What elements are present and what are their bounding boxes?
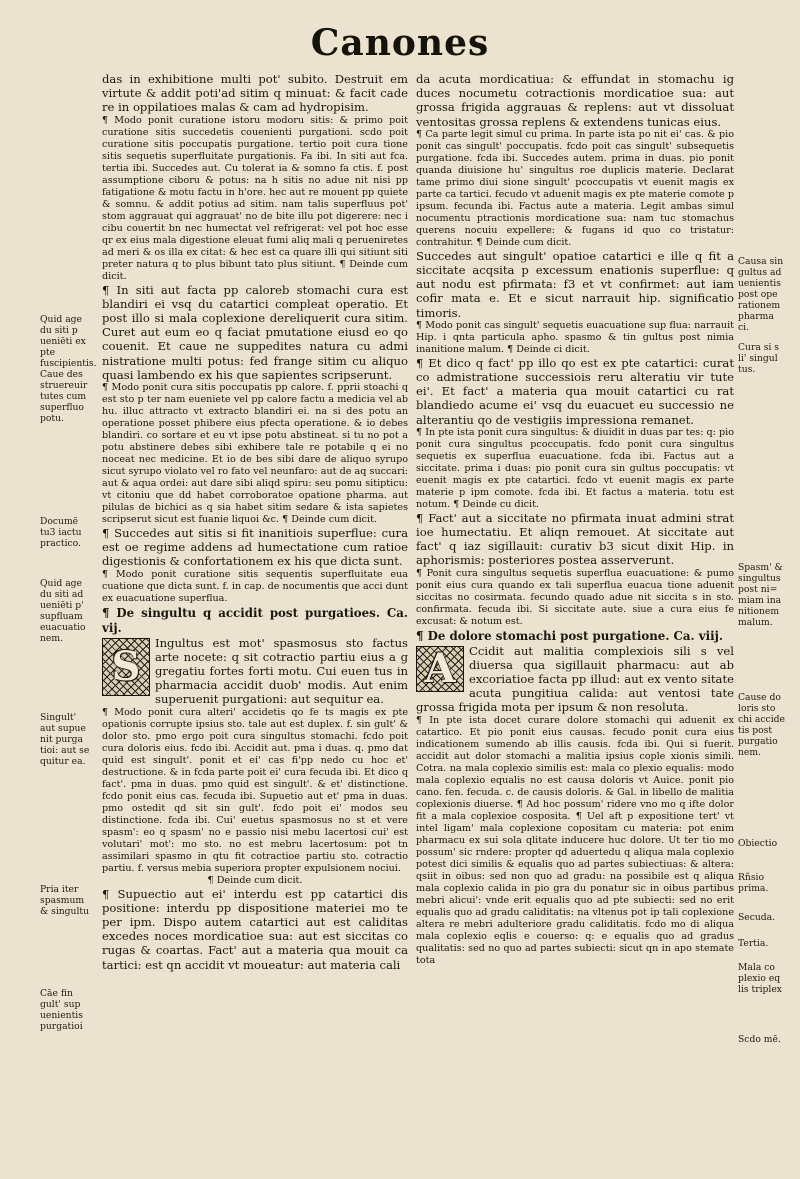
paragraph: ¶ Ponit cura singultus sequetis superflua euacuatione: & pumo ponit eius cura quando ex tali superflua euacua tione aduenit siccitas no cosirmata. fecundo quado adue nit siccita s in sto. confirmata. fecuda ibi. Si siccitate aute. siue a cura eius fe excusat: & notum est.: [416, 567, 734, 627]
paragraph: ¶ Fact' aut a siccitate no pfirmata inuat admini strat ioe humectatiu. Et aliqn remouet. At siccitate aut fact' q iaz sigillauit: curativ b3 sicut dixit Hip. in aphorismis: posteriores postea asserverunt.: [416, 510, 734, 568]
margin-note: Scdo mē.: [738, 1034, 781, 1045]
paragraph: ¶ In pte ista ponit cura singultus: & diuidit in duas par tes: q: pio ponit cura singultus pcoccupatis. fcdo ponit cura singultus sequetis ex superflua euacuatione. fcda ibi. Factus aut a siccitate. prima i duas: pio ponit cura sin gultus poccupatis: vt euenit magis ex pte catartici. fcdo vt euenit magis ex parte materie p ipm comote. fcda ibi. Et factus a materia. totu est notum. ¶ Deinde cu dicit.: [416, 426, 734, 510]
margin-note: Tertia.: [738, 938, 769, 949]
margin-note: Secuda.: [738, 912, 776, 923]
margin-note: Quid age du siti p ueniēti ex pte fuscipientis. Caue des struereuir tutes cum superfluo potu.: [40, 314, 97, 424]
right-column: [416, 72, 734, 1162]
margin-note: Mala co plexio eq lis triplex: [738, 962, 782, 995]
paragraph: ¶ Modo ponit cas singult' sequetis euacuatione sup flua: narrauit Hip. i qnta particula apho. spasmo & tin gultus post nimia inanitione malum. ¶ Deinde ci dicit.: [416, 319, 734, 355]
paragraph: ¶ In pte ista docet curare dolore stomachi qui aduenit ex catartico. Et pio ponit eius causas. fecudo ponit cura eius indicationem sumendo ab illis causis. fcda ibi. Qui si fuerit. accidit aut dolor stomachi a malitia ipsius cople xionis simili. Cotra. na mala coplexio similis est: mala co plexio equalis: modo mala coplexio equalis no est causa doloris vt Auice. ponit pio cano. fen. fecuda. c. de causis doloris. & Gal. in libello de malitia coplexionis diuerse. ¶ Ad hoc possum' ridere vno mo q ifte dolor fit a mala coplexioe cosposita. ¶ Uel aft p expositione tert' vt intel ligam' mala coplexione copositam cu materia: pot enim pharmacu ex sui sola qlitate inducere huc dolore. Ut ter tio mo possum' sic rndere: propter qd aduertedu q aliqua mala coplexio potest dici similis & equalis quo ad partes subiectiuas: & altera: qsiit in oibus: sed non quo ad gradu: na possibile est q aliqua mala coplexio calida in pio gra du ponatur sic in oibus partibus mebri alicui': vnde erit equalis quo ad pte subiecti: sed no erit equalis quo ad gradu caliditatis: na vltenus pot ip tali coplexione altera re mebri adulteriore gradu caliditatis. fcdo mo di aliqua mala coplexio eqlis e couerso: q: e equalis quo ad gradus qualitatis: sed no quo ad partes subiecti: sicut qn in apo stemate tota: [416, 714, 734, 966]
initial-letter: A: [424, 645, 456, 692]
deinde-line: ¶ Deinde cum dicit.: [207, 874, 303, 886]
margin-note: Causa sin gultus ad uenientis post ope rationem pharma ci.: [738, 256, 784, 333]
decorated-initial-s: [102, 638, 150, 696]
paragraph: ¶ In siti aut facta pp caloreb stomachi cura est blandiri ei vsq du catartici compleat operatio. Et post illo si mala coplexione dereliquerit cura sitim. Curet aut eum eo q faciat pmutatione eiusd eo qo couenit. Et caue ne suppedites natura cu admi nistratione multi potus: fed frange sitim cu aliquo quasi lambendo ex his que sapientes scripserunt.: [102, 282, 408, 382]
margin-note: Pria iter spasmum & singultu: [40, 884, 90, 917]
initial-letter: S: [111, 642, 141, 690]
decorated-initial-a: [416, 646, 464, 692]
margin-note: Cause do loris sto chi accide tis post purgatio nem.: [738, 692, 785, 758]
paragraph: Ccidit aut malitia complexiois sili s vel diuersa qua sigillauit pharmacu: aut ab excoriatioe facta pp illud: aut ex vento sitate acuta pungitiua calida: aut ventosi tate grossa frigida mota per ipsum & non resoluta.: [416, 643, 734, 715]
running-head: Canones: [310, 22, 490, 64]
paragraph: Ingultus est mot' spasmosus sto factus arte nocete: q sit cotractio partiu eius a g gregatiu fortes forti motu. Cui euen tus in pharmacia accidit duob' modis. Aut enim superuenit purgationi: aut sequitur ea.: [155, 635, 408, 707]
margin-note: Singult' aut supue nit purga tioi: aut se quitur ea.: [40, 712, 90, 767]
paragraph: Succedes aut singult' opatioe catartici e ille q fit a siccitate acqsita p excessum enationis superflue: q aut nodu est pfirmata: f3 et vt confirmet: aut iam cofir mata e. Et e sicut narrauit hip. significatio timoris.: [416, 248, 734, 320]
margin-note: Cura si s li' singul tus.: [738, 342, 780, 375]
margin-note: Cāe fin gult' sup uenientis purgatioi: [40, 988, 83, 1032]
margin-note: Quid age du siti ad ueniēti p' supfluam euacuatio nem.: [40, 578, 86, 644]
paragraph: ¶ Modo ponit cura sitis poccupatis pp calore. f. pprii stoachi q est sto p ter nam eueniete vel pp calore factu a medicia vel ab hu. illuc attracto vt extracto blandiri ei. na si des potu an operatione posset phibere eius pfecta operatione. & io debes blandiri. co sortare et eu vt ipse potu abstineat. si tu no pot a potu abstinere debes sibi exhibere tale re potabile q ei no noceat nec medicine. Et io de bes sibi dare de aliquo syrupo sicut syrupo violato vel ro fato vel neunfaro: aut de aq succari: aut & aqua ordei: aut dare sibi aliqd spiru: seu pomu sitipticu: vt citoniu que dd habet corroboratoe opatione pharma. aut pilulas de bichici as q sia habet sitim sedare & ista sapietes scripserut sicut est fuanie liquoi &c. ¶ Deinde cum dicit.: [102, 382, 408, 526]
chapter-heading: ¶ De singultu q accidit post purgatioes. Ca. vij.: [102, 605, 408, 635]
paragraph: ¶ Ca parte legit simul cu prima. In parte ista po nit ei' cas. & pio ponit cas singult' poccupatis. fcdo poit cas singult' subsequetis purgatione. fcda ibi. Succedes autem. prima in duas. pio ponit quanda diuisione hu' singultus roe duplicis materie. Declarat tame primo diui sione singult' pcoccupatis vt euenit magis ex parte ca tartici. fecudo vt aduenit magis ex pte materie comote p ipsum. fecunda ibi. Factus aute a materia. Legit ambas simul nocumentu ptractionis mordicatione sua: nam tuc stomachus querens nocuiu expellere: & fugans id quo co tristatur: contrahitur. ¶ Deinde cum dicit.: [416, 128, 734, 248]
paragraph: da acuta mordicatiua: & effundat in stomachu ig duces nocumetu cotractionis mordicatioe sua: aut grossa frigida aggrauas & replens: aut vt dissoluat ventositas grossa replens & extendens tunicas eius.: [416, 72, 734, 129]
paragraph: ¶ Modo ponit cura alteri' accidetis qo fe ts magis ex pte opationis corrupte ipsius sto. tale aut est duplex. f. sin gult' & dolor sto. pmo ergo poit cura singultus stomachi. fcdo poit cura doloris eius. fcdo ibi. Accidit aut. pma i duas. q. pmo dat quid est singult'. ponit et ei' cas fi'pp nedo cu hoc et' destructione. & in fcda parte poit ei' cura fecuda ibi. Et dico q fact'. pma in duas. pmo quid est singult'. & et' distinctione. fcdo ponit eius cas. fecuda ibi. Supuetio aut et' pma in duas. pmo ostedit qd sit sin gult'. fcdo poit ei' modos seu distinctione. fcda ibi. Cui' euetus spasmosus no st et vere spasm': eo q spasm' no e passio nisi mebu lacertosi cui' est volutari' mot': mo sto. no est mebru lacertosum: pot tn assimilari spasmo in qtu fit cotractioe partiu sto. cotractio partiu. f. versus mebia superiora propter expulsionem nociui.: [102, 706, 408, 874]
margin-note: Obiectio: [738, 838, 778, 849]
chapter-heading: ¶ De dolore stomachi post purgatione. Ca. viij.: [416, 628, 723, 643]
left-column: [102, 72, 408, 1162]
paragraph: ¶ Et dico q fact' pp illo qo est ex pte catartici: curat co admistratione successiois reru alteratiu vir tute ei'. Et fact' a materia qua mouit catartici cu rat blandiedo acume ei' vsq du euacuet eu successio ne alterantiu qo de vestigiis impressiona remanet.: [416, 355, 734, 427]
margin-note: Spasm' & singultus post ni= miam ina nitionem malum.: [738, 562, 783, 628]
paragraph: ¶ Modo ponit curatione sitis sequentis superfluitate eua cuatione que dicta sunt. f. in cap. de nocumentis que acci dunt ex euacuatione superflua.: [102, 568, 408, 604]
paragraph: das in exhibitione multi pot' subito. Destruit em virtute & addit poti'ad sitim q minuat: & facit cade re in oppilatioes malas & cam ad hydropisim.: [102, 72, 408, 115]
paragraph: ¶ Succedes aut sitis si fit inanitiois superflue: cura est oe regime addens ad humectatione cum ratioe digestionis & confortationem ex his que dicta sunt.: [102, 526, 408, 569]
paragraph: ¶ Supuectio aut ei' interdu est pp catartici dis positione: interdu pp dispositione materiei mo te per ipm. Dispo autem catartici aut est caliditas excedes noces mordicatioe sua: aut est siccitas co rugas & coartas. Fact' aut a materia qua mouit ca tartici: est qn accidit vt moueatur: aut materia cali: [102, 886, 408, 972]
paragraph: ¶ Modo ponit curatione istoru modoru sitis: & primo poit curatione sitis succedetis couenienti purgationi. scdo poit curatione sitis poccupatis purgatione. tertio poit cura tione sitis sequetis superfluitate purgationis. Fa ibi. In siti aut fca. tertia ibi. Succedes aut. Cu tolerat ia & somno fa ctis. f. post assumptione ciboru & potus: na h sitis no adue nit nisi pp fatigatione & motu factu in h'ore. hec aut re mouent pp quiete & somnu. & addit potius ad sitim. nam talis superfluus pot' stom aggrauat qui aggrauat' no de bite illu pot digerere: nec i cibu couertit bn nec humectat vel refrigerat: vel pot hoc esse qr ex eius mala digestione eleuat fumi aliq mali q perueniretes ad meri & os illa ex citat: & hec est ca quare illi qui sitiunt siti preter natura q to plus bibunt tato plus sitiunt. ¶ Deinde cum dicit.: [102, 114, 408, 282]
margin-note: Documē tu3 iactu practico.: [40, 516, 82, 549]
margin-note: Rñsio prima.: [738, 872, 769, 894]
